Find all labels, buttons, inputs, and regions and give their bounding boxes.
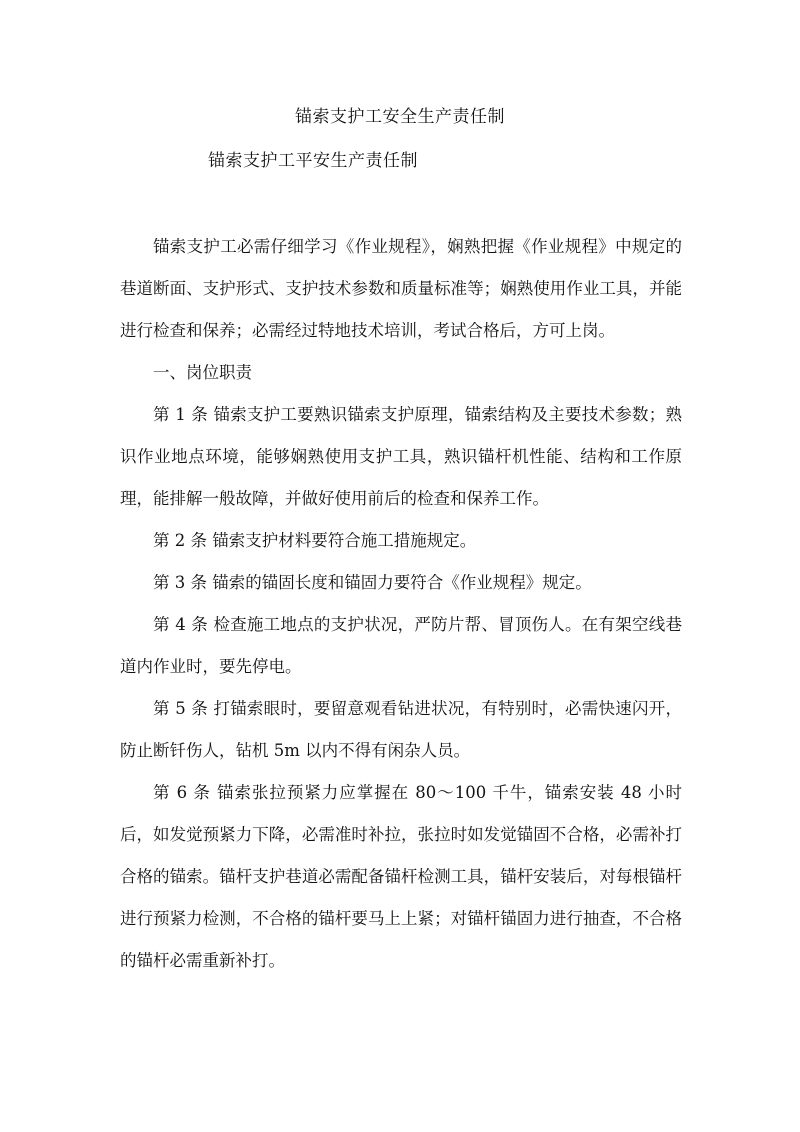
article-2-paragraph: 第 2 条 锚索支护材料要符合施工措施规定。: [153, 531, 477, 550]
document-body: [120, 226, 682, 982]
article-4-paragraph: 第 4 条 检查施工地点的支护状况，严防片帮、冒顶伤人。在有架空线巷道内作业时，要先停电。: [120, 615, 682, 676]
article-5-paragraph: 第 5 条 打锚索眼时，要留意观看钻进状况，有特别时，必需快速闪开，防止断钎伤人，钻机 5m 以内不得有闲杂人员。: [120, 699, 682, 760]
document-subtitle: 锚索支护工平安生产责任制: [208, 151, 418, 171]
document-title: 锚索支护工安全生产责任制: [295, 107, 505, 127]
article-6-paragraph: 第 6 条 锚索张拉预紧力应掌握在 80～100 千牛，锚索安装 48 小时后，如发觉预紧力下降，必需准时补拉，张拉时如发觉锚固不合格，必需补打合格的锚索。锚杆支护巷道必需配备锚杆检测工具，锚杆安装后，对每根锚杆进行预紧力检测，不合格的锚杆要马上上紧；对锚杆锚固力进行抽查，不合格的锚杆必需重新补打。: [120, 783, 682, 970]
section-heading-duties: 一、岗位职责: [153, 363, 252, 382]
article-1-paragraph: 第 1 条 锚索支护工要熟识锚索支护原理，锚索结构及主要技术参数；熟识作业地点环境，能够娴熟使用支护工具，熟识锚杆机性能、结构和工作原理，能排解一般故障，并做好使用前后的检查和保养工作。: [120, 405, 682, 508]
intro-paragraph: 锚索支护工必需仔细学习《作业规程》，娴熟把握《作业规程》中规定的巷道断面、支护形式、支护技术参数和质量标准等；娴熟使用作业工具，并能进行检查和保养；必需经过特地技术培训，考试合格后，方可上岗。: [120, 237, 682, 340]
article-3-paragraph: 第 3 条 锚索的锚固长度和锚固力要符合《作业规程》规定。: [153, 573, 592, 592]
